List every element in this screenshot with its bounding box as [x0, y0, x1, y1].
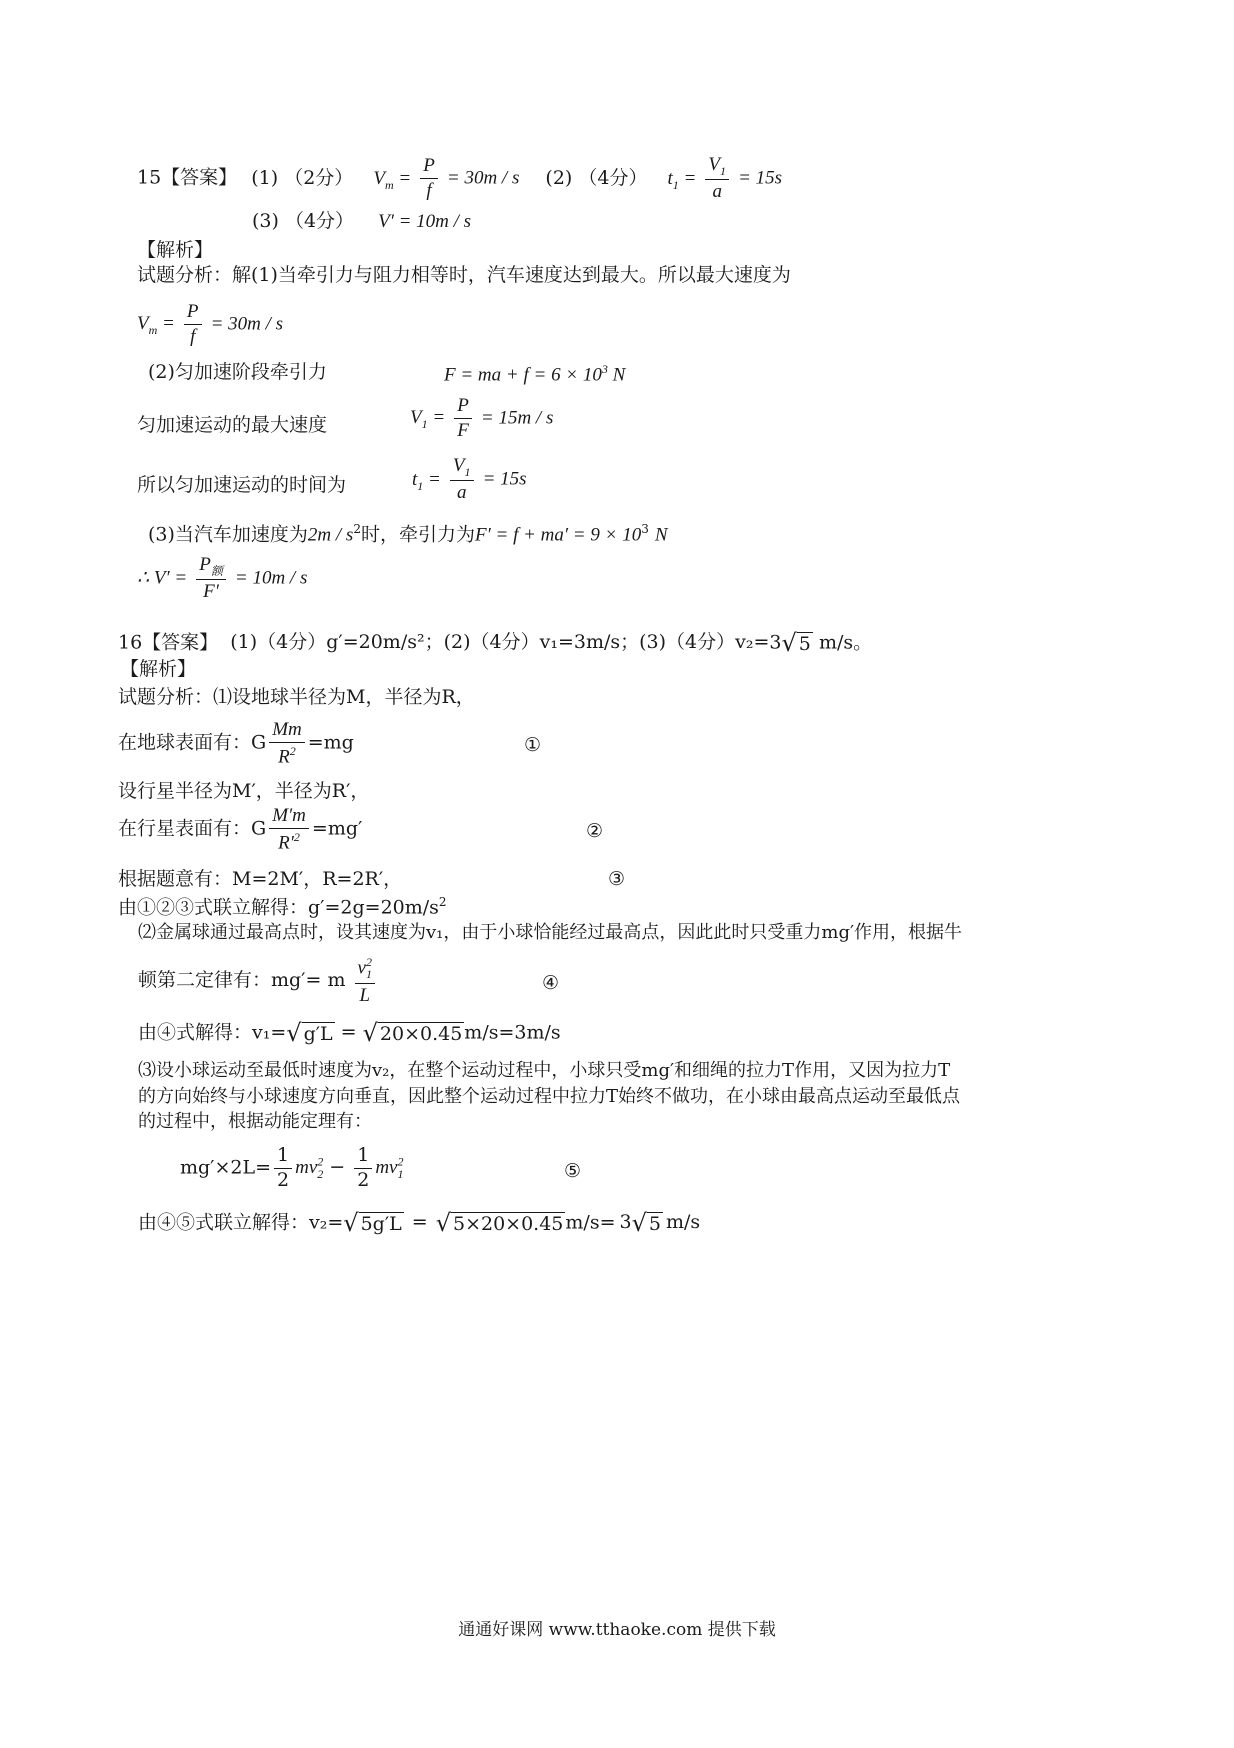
q16-line9-sqrt1: √ g′L — [286, 1019, 333, 1047]
q15-step6-lhs: ∴ V′ = — [137, 567, 188, 589]
q16-line13: mg′×2L= $\frac{1}{2}$ $mv^2_2$ − $\frac{1}{2}$ $mv^2_1$ ⑤ — [180, 1144, 582, 1191]
q16-line14-sqrt1: √ 5g′L — [343, 1209, 402, 1237]
q16-line9-result: m/s=3m/s — [464, 1021, 561, 1044]
q16-line8-fraction: $\frac{v^2_1}{L}$ — [355, 956, 375, 1006]
q16-mark-2: ② — [586, 820, 604, 842]
q16-line2 — [118, 719, 542, 768]
q15-analysis-header: 【解析】 — [137, 239, 214, 261]
q15-step4-result: = 15s — [482, 468, 527, 490]
q16-analysis-line1: 试题分析：⑴设地球半径为M，半径为R， — [118, 686, 475, 708]
q16-line14-unit: m/s — [665, 1211, 701, 1234]
q15-part3-expr: V′ = 10m / s — [378, 211, 472, 232]
q16-line13-half1: $\frac{1}{2}$ — [274, 1146, 292, 1191]
q16-line14-sqrt3: √ 5 — [631, 1209, 661, 1237]
q16-answer-line — [118, 629, 873, 657]
q15-step4-lhs-sub: 1 — [417, 478, 424, 493]
q16-line9-text: 由④式解得：v₁= — [138, 1021, 287, 1044]
q15-step3-lhs-sub: 1 — [421, 417, 428, 432]
q16-line7: ⑵金属球通过最高点时，设其速度为v₁，由于小球恰能经过最高点，因此此时只受重力mg′作用，根据牛 — [138, 922, 963, 943]
q16-mark-4: ④ — [542, 972, 560, 994]
q16-line4-rhs: =mg′ — [311, 817, 363, 840]
q16-answer-coef: 3 — [769, 631, 782, 654]
q15-part1-result: = 30m / s — [446, 167, 520, 189]
q16-line13-half2: $\frac{1}{2}$ — [354, 1146, 372, 1191]
q15-step3-lhs: V — [410, 407, 422, 429]
q15-eq1-fraction: $\frac{P}{f}$ — [184, 302, 202, 347]
q15-step3-fraction: $\frac{P}{F}$ — [454, 396, 472, 441]
q15-analysis-line1: 试题分析：解(1)当牵引力与阻力相等时，汽车速度达到最大。所以最大速度为 — [137, 264, 791, 286]
q16-mark-5: ⑤ — [564, 1160, 582, 1182]
q15-step2-eq-unit: N — [612, 364, 626, 386]
q15-part2-lhs-sub: 1 — [672, 177, 679, 192]
q16-line9 — [138, 1019, 561, 1047]
q16-line4-fraction: $\frac{M'm}{R'^2}$ — [269, 806, 309, 853]
q15-part2-lhs: t — [667, 167, 673, 189]
q16-answer-unit: m/s。 — [818, 631, 873, 654]
q15-step2-eq-sup: 3 — [601, 362, 608, 376]
q16-line8 — [138, 955, 560, 1006]
q16-line14 — [138, 1209, 701, 1237]
q15-step6-result: = 10m / s — [234, 567, 308, 589]
q15-step5-eq: F′ = f + ma′ = 9 × 10 — [474, 524, 642, 546]
q15-part3-label: (3) （4分） — [252, 210, 355, 232]
q16-line2-rhs: =mg — [307, 731, 354, 754]
q16-line6-sup: 2 — [438, 895, 447, 909]
q15-step3-text: 匀加速运动的最大速度 — [137, 414, 328, 436]
q16-line6-text: 由①②③式联立解得：g′=2g=20m/s — [118, 896, 439, 919]
q15-part1-lhs-sub: m — [384, 177, 394, 192]
q16-line6 — [118, 896, 447, 917]
q16-line5-text: 根据题意有：M=2M′，R=2R′， — [118, 868, 403, 890]
q16-title: 16【答案】 — [118, 631, 219, 654]
page-footer: 通通好课网 www.tthaoke.com 提供下载 — [458, 1620, 776, 1640]
q15-step5-eq-unit: N — [654, 524, 668, 546]
q16-line14-sqrt2: √ 5×20×0.45 — [435, 1209, 564, 1237]
q16-line14-coef: 3 — [619, 1211, 632, 1234]
q16-line4 — [118, 805, 604, 854]
q16-line8-text: 顿第二定律有：mg′= m — [138, 968, 346, 991]
q16-answer-sqrt: √ 5 — [781, 629, 811, 657]
q16-line4-text: 在行星表面有：G — [118, 817, 267, 840]
q15-step5 — [148, 523, 668, 544]
q15-step2-eq: F = ma + f = 6 × 10 — [444, 364, 602, 386]
q15-step4: 所以匀加速运动的时间为 $t_1$ = $\frac{V_1}{a}$ = 15s — [137, 455, 527, 504]
q16-line9-eq: = — [340, 1021, 357, 1044]
q15-step5-accel: 2m / s — [307, 524, 354, 546]
q15-title: 15【答案】 — [137, 166, 238, 189]
q16-line13-term1: mv — [295, 1157, 318, 1179]
q16-line3: 设行星半径为M′，半径为R′， — [118, 780, 370, 802]
q16-line5 — [118, 868, 626, 890]
q15-eq1-result: = 30m / s — [210, 313, 284, 335]
q16-line2-fraction: $\frac{Mm}{R^2}$ — [269, 720, 305, 767]
q15-part1-lhs: V — [373, 167, 385, 189]
q15-answer-line2 — [252, 212, 471, 231]
q15-eq1-lhs-sub: m — [148, 323, 158, 338]
q15-part1-label: (1) （2分） — [251, 166, 354, 189]
q16-line14-eq: = — [411, 1211, 428, 1234]
q16-mark-3: ③ — [608, 868, 626, 890]
q15-step6 — [137, 555, 307, 602]
q16-line11: 的方向始终与小球速度方向垂直，因此整个运动过程中拉力T始终不做功，在小球由最高点运动至最低点 — [138, 1086, 961, 1107]
q16-line13-lhs: mg′×2L= — [180, 1156, 272, 1179]
q15-eq1-lhs: V — [137, 313, 149, 335]
q15-step2-text: (2)匀加速阶段牵引力 — [148, 361, 327, 383]
q15-step5-text-b: 时，牵引力为 — [360, 523, 475, 546]
q16-line13-term2: mv — [375, 1157, 398, 1179]
q15-step4-lhs: t — [412, 468, 418, 490]
q15-step6-fraction: $\frac{P_额}{F'}$ — [196, 555, 226, 602]
q16-analysis-header: 【解析】 — [120, 658, 197, 680]
q16-line14-text: 由④⑤式联立解得：v₂= — [138, 1211, 344, 1234]
q15-step4-text: 所以匀加速运动的时间为 — [137, 474, 347, 496]
q15-answer-line1: 15【答案】 (1) （2分） $V_m$ = $\frac{P}{f}$ = 30m / s (2) （4分） $t_1$ = $\frac{V_1}{a}$ = 15s — [137, 154, 783, 203]
q15-step3-result: = 15m / s — [480, 407, 554, 429]
q15-part2-label: (2) （4分） — [545, 166, 648, 189]
q15-step5-eq-sup: 3 — [641, 522, 649, 536]
q15-step5-text-a: (3)当汽车加速度为 — [148, 523, 308, 546]
q16-line14-mid: m/s= — [565, 1211, 616, 1234]
q15-part2-fraction: $\frac{V_1}{a}$ — [705, 155, 729, 202]
q15-part1-fraction: $\frac{P}{f}$ — [420, 156, 438, 201]
q15-part2-result: = 15s — [738, 167, 783, 189]
q16-line12: 的过程中，根据动能定理有： — [138, 1111, 372, 1132]
q15-step5-accel-sup: 2 — [353, 522, 361, 536]
q16-mark-1: ① — [524, 734, 542, 756]
q16-answer-text: (1)（4分）g′=20m/s²；(2)（4分）v₁=3m/s；(3)（4分）v₂= — [230, 631, 770, 654]
q16-line13-minus: − — [329, 1156, 346, 1179]
q16-line10: ⑶设小球运动至最低时速度为v₂，在整个运动过程中，小球只受mg′和细绳的拉力T作用，又因为拉力T — [138, 1060, 951, 1081]
q15-eq1: $V_m$ = $\frac{P}{f}$ = 30m / s — [137, 301, 284, 347]
q16-line9-sqrt2: √ 20×0.45 — [362, 1019, 463, 1047]
q15-step3: 匀加速运动的最大速度 $V_1$ = $\frac{P}{F}$ = 15m / s — [137, 395, 554, 441]
q16-line2-text: 在地球表面有：G — [118, 731, 267, 754]
q15-step4-fraction: $\frac{V_1}{a}$ — [450, 456, 474, 503]
